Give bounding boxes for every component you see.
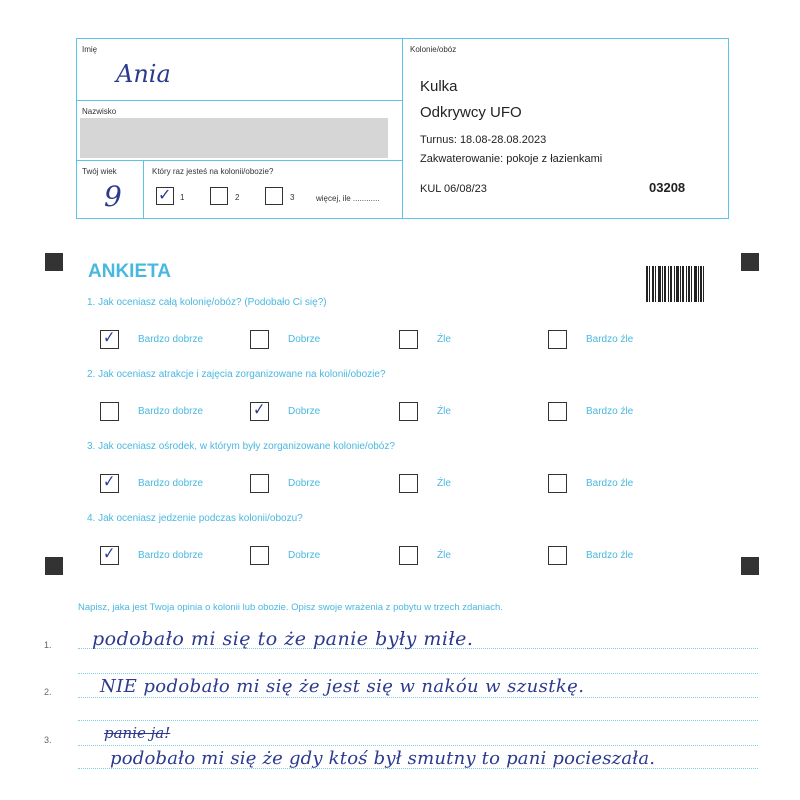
writing-line [78,673,758,674]
times-option-3-label: 3 [290,193,295,202]
line-number-3: 3. [44,735,52,745]
camp-label: Kolonie/obóz [410,45,457,54]
question-4-text: 4. Jak oceniasz jedzenie podczas kolonii/obozu? [87,513,303,524]
q2-option-dobrze-label: Dobrze [288,406,321,417]
q2-option-zle-checkbox[interactable] [399,402,418,421]
q3-option-bardzo-dobrze-checkbox[interactable] [100,474,119,493]
check-mark-icon: ✓ [158,185,172,204]
q2-option-bardzo-zle-checkbox[interactable] [548,402,567,421]
q3-option-zle-label: Źle [437,478,451,489]
opinion-answer-line-2[interactable]: NIE podobało mi się że jest się w nakóu w szustkę. [100,676,585,697]
q3-option-bardzo-dobrze-label: Bardzo dobrze [138,478,204,489]
q1-option-bardzo-zle-checkbox[interactable] [548,330,567,349]
writing-line [78,745,758,746]
survey-title: ANKIETA [88,261,172,282]
times-option-2-label: 2 [235,193,240,202]
times-checkbox-2[interactable] [210,187,228,205]
q4-option-dobrze-label: Dobrze [288,550,321,561]
q1-option-zle-checkbox[interactable] [399,330,418,349]
q1-option-dobrze-checkbox[interactable] [250,330,269,349]
barcode-icon [646,266,704,302]
check-mark-icon: ✓ [103,328,116,348]
writing-line [78,720,758,721]
times-checkbox-3[interactable] [265,187,283,205]
q4-option-bardzo-zle-checkbox[interactable] [548,546,567,565]
registration-marker-top-left [45,253,63,271]
q4-option-bardzo-dobrze-label: Bardzo dobrze [138,550,204,561]
q1-option-bardzo-zle-label: Bardzo źle [586,334,634,345]
q2-option-bardzo-dobrze-checkbox[interactable] [100,402,119,421]
registration-marker-bottom-right [741,557,759,575]
q2-option-bardzo-dobrze-label: Bardzo dobrze [138,406,204,417]
writing-line [78,697,758,698]
q4-option-bardzo-zle-label: Bardzo źle [586,550,634,561]
opinion-answer-line-3-crossed[interactable]: panie ja! [104,724,171,742]
q1-option-zle-label: Źle [437,334,451,345]
question-1-text: 1. Jak oceniasz całą kolonię/obóz? (Podobało Ci się?) [87,297,327,308]
age-value[interactable]: 9 [104,180,122,213]
times-option-1-label: 1 [180,193,185,202]
line-number-2: 2. [44,687,52,697]
age-label: Twój wiek [82,167,117,176]
q4-option-zle-label: Źle [437,550,451,561]
line-number-1: 1. [44,640,52,650]
surname-label: Nazwisko [82,107,117,116]
times-more-label: więcej, ile ............ [316,194,380,203]
opinion-prompt: Napisz, jaka jest Twoja opinia o kolonii lub obozie. Opisz swoje wrażenia z pobytu w trzech zdaniach. [78,602,503,613]
camp-name: Kulka [420,78,458,95]
name-value[interactable]: Ania [116,60,171,88]
q2-option-dobrze-checkbox[interactable] [250,402,269,421]
times-checkbox-1[interactable] [156,187,174,205]
q4-option-dobrze-checkbox[interactable] [250,546,269,565]
q3-option-dobrze-checkbox[interactable] [250,474,269,493]
opinion-answer-line-4[interactable]: podobało mi się że gdy ktoś był smutny to pani pocieszała. [110,748,656,769]
registration-marker-bottom-left [45,557,63,575]
check-mark-icon: ✓ [253,400,266,420]
question-2-text: 2. Jak oceniasz atrakcje i zajęcia zorganizowane na kolonii/obozie? [87,369,386,380]
q2-option-bardzo-zle-label: Bardzo źle [586,406,634,417]
camp-code: KUL 06/08/23 [420,183,487,195]
name-label: Imię [82,45,98,54]
check-mark-icon: ✓ [103,544,116,564]
turnus-text: Turnus: 18.08-28.08.2023 [420,134,547,146]
q1-option-dobrze-label: Dobrze [288,334,321,345]
camp-number: 03208 [649,180,686,195]
q1-option-bardzo-dobrze-label: Bardzo dobrze [138,334,204,345]
q4-option-zle-checkbox[interactable] [399,546,418,565]
question-3-text: 3. Jak oceniasz ośrodek, w którym były zorganizowane kolonie/obóz? [87,441,395,452]
camp-subname: Odkrywcy UFO [420,104,522,121]
q2-option-zle-label: Źle [437,406,451,417]
q3-option-dobrze-label: Dobrze [288,478,321,489]
opinion-answer-line-1[interactable]: podobało mi się to że panie były miłe. [92,628,474,650]
q3-option-bardzo-zle-checkbox[interactable] [548,474,567,493]
surname-redacted-field[interactable] [80,118,388,158]
q4-option-bardzo-dobrze-checkbox[interactable] [100,546,119,565]
q3-option-zle-checkbox[interactable] [399,474,418,493]
q1-option-bardzo-dobrze-checkbox[interactable] [100,330,119,349]
q3-option-bardzo-zle-label: Bardzo źle [586,478,634,489]
check-mark-icon: ✓ [103,472,116,492]
times-label: Który raz jesteś na kolonii/obozie? [152,167,274,176]
accommodation-text: Zakwaterowanie: pokoje z łazienkami [420,153,603,165]
registration-marker-top-right [741,253,759,271]
